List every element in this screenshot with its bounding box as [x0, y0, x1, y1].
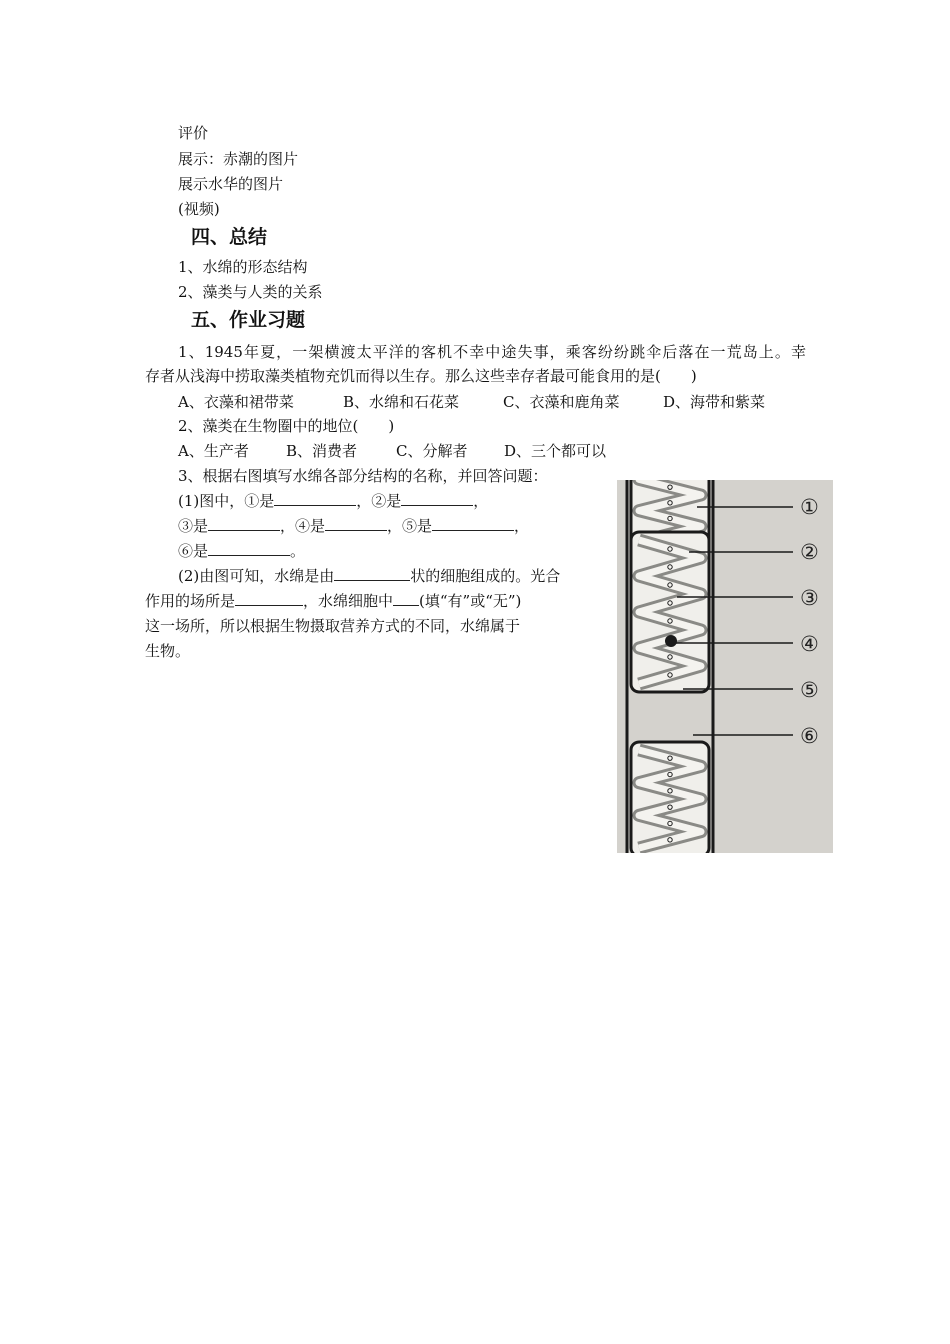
nucleus-dot	[665, 635, 677, 647]
video-line: (视频)	[178, 200, 220, 218]
q3-stem: 3、根据右图填写水绵各部分结构的名称，并回答问题：	[178, 467, 548, 485]
answer-blank[interactable]	[401, 491, 473, 506]
q3-part1-line1	[178, 491, 488, 511]
q1-option-c: C、衣藻和鹿角菜	[503, 393, 620, 411]
q3-part2-text: 作用的场所是	[145, 592, 236, 610]
q3-part2-text: (填“有”或“无”)	[419, 592, 522, 610]
q3-label-3: ③是	[178, 517, 209, 535]
homework-heading: 五、作业习题	[191, 309, 306, 331]
label-1: ①	[800, 495, 819, 519]
q3-part2-line3: 这一场所，所以根据生物摄取营养方式的不同，水绵属于	[145, 617, 521, 635]
q3-label-2: ，②是	[356, 492, 402, 510]
answer-blank[interactable]	[334, 566, 410, 581]
answer-blank[interactable]	[208, 541, 290, 556]
q3-part2-line4: 生物。	[145, 642, 191, 660]
answer-blank[interactable]	[393, 591, 419, 606]
label-3: ③	[800, 586, 819, 610]
answer-blank[interactable]	[325, 516, 387, 531]
answer-blank[interactable]	[432, 516, 514, 531]
answer-blank[interactable]	[274, 491, 356, 506]
spirogyra-diagram	[617, 480, 833, 853]
q3-period: 。	[290, 542, 306, 560]
q2-stem: 2、藻类在生物圈中的地位( )	[178, 417, 395, 435]
show-water-bloom-line: 展示水华的图片	[178, 175, 284, 193]
q3-part2-text: ，水绵细胞中	[303, 592, 394, 610]
q3-label-4: ，④是	[280, 517, 326, 535]
answer-blank[interactable]	[208, 516, 280, 531]
q2-option-a: A、生产者	[178, 442, 249, 460]
q2-option-d: D、三个都可以	[504, 442, 607, 460]
label-4: ④	[800, 632, 819, 656]
summary-heading: 四、总结	[191, 226, 268, 248]
q3-comma: ，	[473, 492, 489, 510]
label-6: ⑥	[800, 724, 819, 748]
evaluate-line: 评价	[178, 124, 209, 142]
q3-part2-text: (2)由图可知，水绵是由	[178, 567, 335, 585]
q1-option-b: B、水绵和石花菜	[343, 393, 460, 411]
q3-comma: ，	[514, 517, 530, 535]
q1-line2: 存者从浅海中捞取藻类植物充饥而得以生存。那么这些幸存者最可能食用的是( )	[145, 367, 697, 385]
q3-label-5: ，⑤是	[387, 517, 433, 535]
q1-line1: 1、1945年夏，一架横渡太平洋的客机不幸中途失事，乘客纷纷跳伞后落在一荒岛上。幸	[178, 343, 806, 361]
show-red-tide-line: 展示：赤潮的图片	[178, 150, 299, 168]
q1-option-d: D、海带和紫菜	[663, 393, 766, 411]
spirogyra-figure	[617, 480, 833, 853]
q3-part2-line1	[178, 566, 560, 586]
summary-item: 2、藻类与人类的关系	[178, 283, 323, 301]
label-2: ②	[800, 540, 819, 564]
q3-part2-text: 状的细胞组成的。光合	[410, 567, 561, 585]
q3-part1-line3	[178, 541, 305, 561]
q3-part1-prefix: (1)图中，①是	[178, 492, 275, 510]
label-5: ⑤	[800, 678, 819, 702]
q3-label-6: ⑥是	[178, 542, 209, 560]
q3-part1-line2	[178, 516, 529, 536]
q2-option-c: C、分解者	[396, 442, 468, 460]
answer-blank[interactable]	[235, 591, 303, 606]
q1-option-a: A、衣藻和裙带菜	[178, 393, 294, 411]
summary-item: 1、水绵的形态结构	[178, 258, 308, 276]
q2-option-b: B、消费者	[286, 442, 358, 460]
q3-part2-line2	[145, 591, 603, 611]
